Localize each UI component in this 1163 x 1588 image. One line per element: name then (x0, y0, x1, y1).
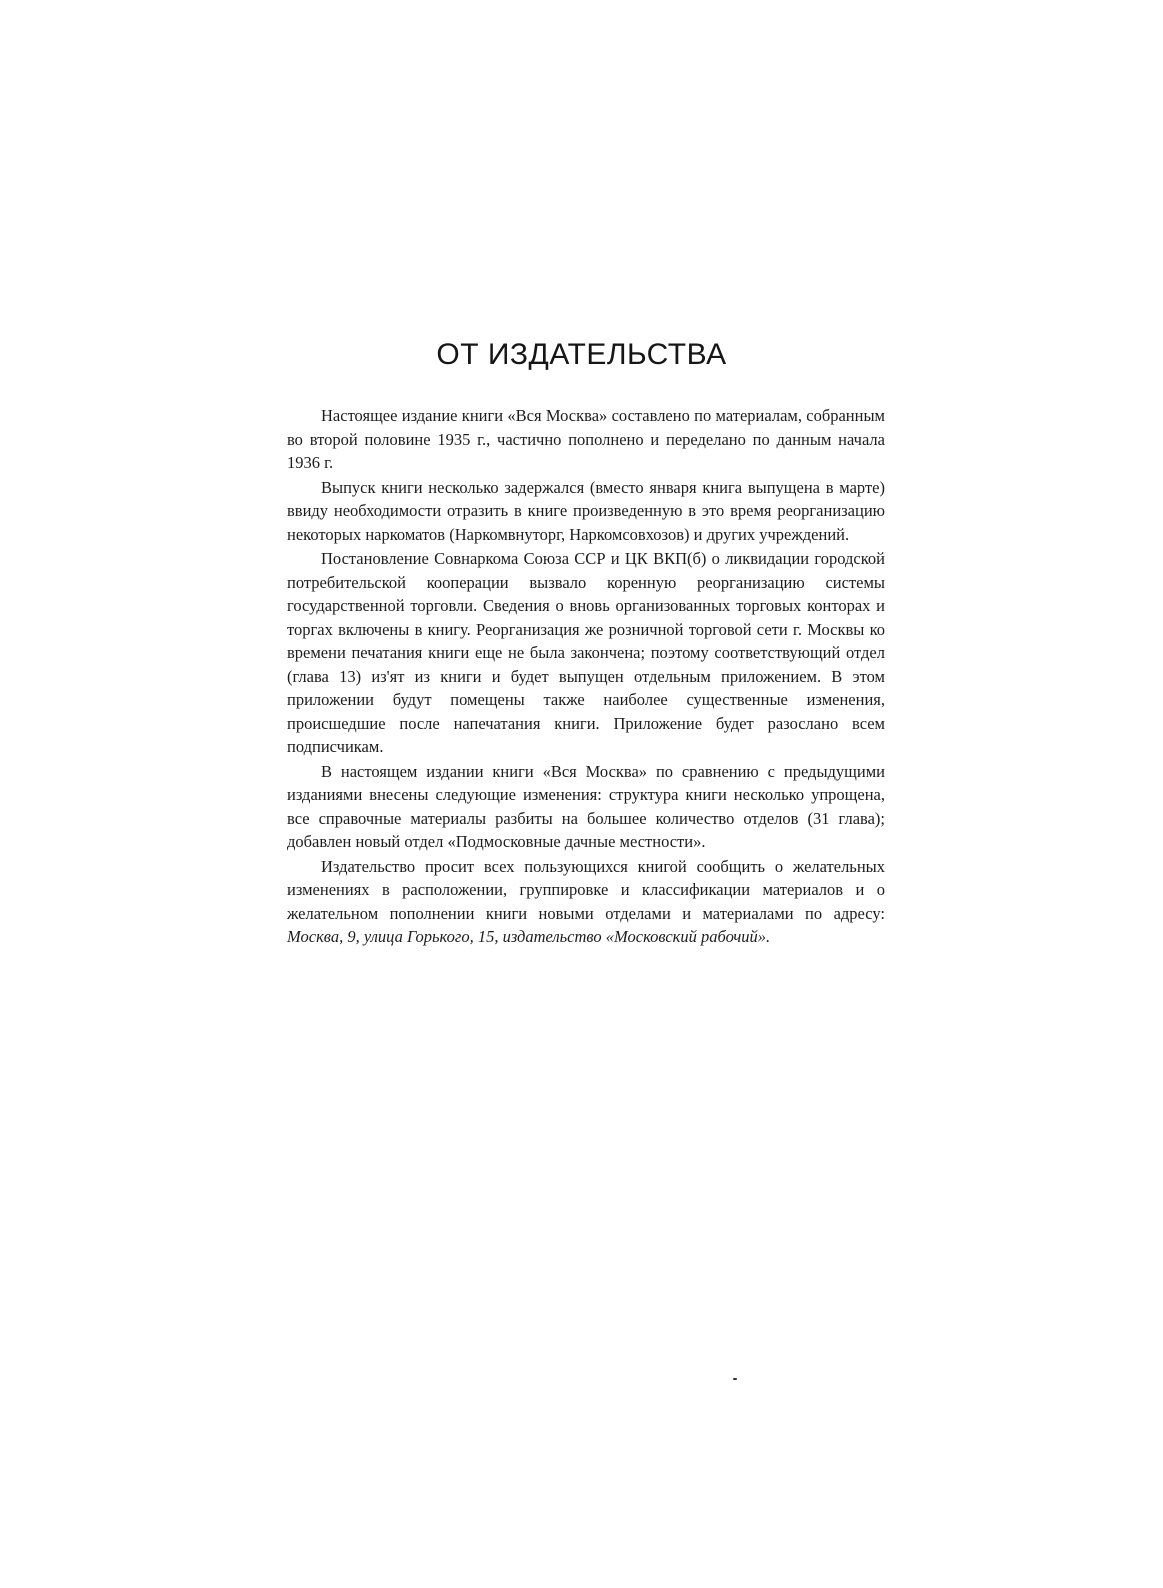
page-title: ОТ ИЗДАТЕЛЬСТВА (436, 338, 727, 371)
body-text (287, 404, 885, 950)
publisher-address: Москва, 9, улица Горького, 15, издательство «Московский рабочий». (287, 927, 771, 946)
scan-speck (733, 1378, 737, 1380)
paragraph-closing (287, 855, 885, 949)
paragraph: Выпуск книги несколько задержался (вместо января книга выпущена в марте) ввиду необходимости отразить в книге произведенную в это время реорганизацию некоторых наркоматов (Наркомвнуторг, Наркомсовхозов) и других учреждений. (287, 477, 885, 544)
closing-text: Издательство просит всех пользующихся книгой сообщить о желательных изменениях в расположении, группировке и классификации материалов и о желательном пополнении книги новыми отделами и материалами по адресу: (287, 856, 885, 923)
paragraph: Настоящее издание книги «Вся Москва» составлено по материалам, собранным во второй половине 1935 г., частично пополнено и переделано по данным начала 1936 г. (287, 406, 885, 472)
paragraph: В настоящем издании книги «Вся Москва» по сравнению с предыдущими изданиями внесены следующие изменения: структура книги несколько упрощена, все справочные материалы разбиты на большее количество отделов (31 глава); добавлен новый отдел «Подмосковные дачные местности». (287, 761, 885, 851)
paragraph: Постановление Совнаркома Союза ССР и ЦК ВКП(б) о ликвидации городской потребительской кооперации вызвало коренную реорганизацию системы государственной торговли. Сведения о вновь организованных торговых конторах и торгах включены в книгу. Реорганизация же розничной торговой сети г. Москвы ко времени печатания книги еще не была закончена; поэтому соответствующий отдел (глава 13) из'ят из книги и будет выпущен отдельным приложением. В этом приложении будут помещены также наиболее существенные изменения, происшедшие после напечатания книги. Приложение будет разослано всем подписчикам. (287, 549, 885, 756)
